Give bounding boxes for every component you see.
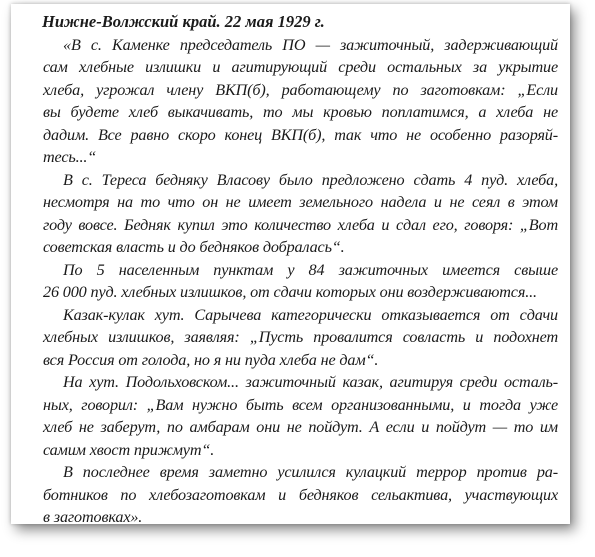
document-heading: Нижне-Волжский край. 22 мая 1929 г. bbox=[42, 12, 325, 31]
text-line: в заготовках». bbox=[43, 508, 143, 526]
text-line: вся Россия от голода, но я ни пуда хлеба не дам“. bbox=[43, 350, 379, 369]
document-sheet bbox=[11, 4, 570, 524]
text-line: тесь...“ bbox=[43, 148, 97, 166]
text-line: сам хлебные излишки и агитирующий среди остальных за укрытие bbox=[43, 58, 558, 76]
text-line: самим хвост прижмут“. bbox=[43, 440, 215, 459]
text-line: На хут. Подольховском... зажиточный казак, агитируя среди осталь- bbox=[63, 373, 558, 391]
text-line: году вовсе. Бедняк купил это количество хлеба и сдал его, говоря: „Вот bbox=[43, 215, 558, 234]
text-line: несмотря на то что он не имеет земельного надела и не сеял в этом bbox=[43, 193, 558, 211]
text-line: По 5 населенным пунктам у 84 зажиточных имеется свыше bbox=[63, 260, 558, 279]
text-line: Казак-кулак хут. Сарычева категорически отказывается от сдачи bbox=[63, 305, 558, 324]
text-line: ботников по хлебозаготовкам и бедняков сельактива, участвующих bbox=[43, 485, 558, 504]
paragraph-2 bbox=[23, 169, 558, 259]
text-line: В с. Тереса бедняку Власову было предложено сдать 4 пуд. хлеба, bbox=[63, 170, 558, 189]
text-line: «В с. Каменке председатель ПО — зажиточный, задерживающий bbox=[63, 35, 558, 54]
paragraph-4 bbox=[23, 304, 558, 372]
text-line: вы будете хлеб выкачивать, то мы кровью поплатимся, а хлеба не bbox=[43, 103, 558, 121]
text-line: В последнее время заметно усилился кулацкий террор против ра- bbox=[63, 463, 558, 481]
text-line: хлеба, угрожал члену ВКП(б), работающему по заготовкам: „Если bbox=[43, 80, 558, 99]
paragraph-5 bbox=[23, 371, 558, 461]
paragraph-1 bbox=[23, 34, 558, 169]
text-line: хлеб не заберут, по амбарам они не пойдут. А если и пойдут — то им bbox=[43, 418, 558, 436]
text-line: советская власть и до бедняков добралась“. bbox=[43, 238, 345, 256]
text-line: хлебных излишков, заявляя: „Пусть провалится совласть и подохнет bbox=[43, 328, 558, 346]
paragraph-3 bbox=[23, 259, 558, 304]
text-line: дадим. Все равно скоро конец ВКП(б), так что не особенно разоряй- bbox=[43, 125, 558, 144]
text-line: 26 000 пуд. хлебных излишков, от сдачи которых они воздерживаются... bbox=[43, 283, 537, 301]
paragraph-6 bbox=[23, 461, 558, 529]
text-line: ных, говорил: „Вам нужно быть всем организованными, и тогда уже bbox=[43, 395, 558, 414]
